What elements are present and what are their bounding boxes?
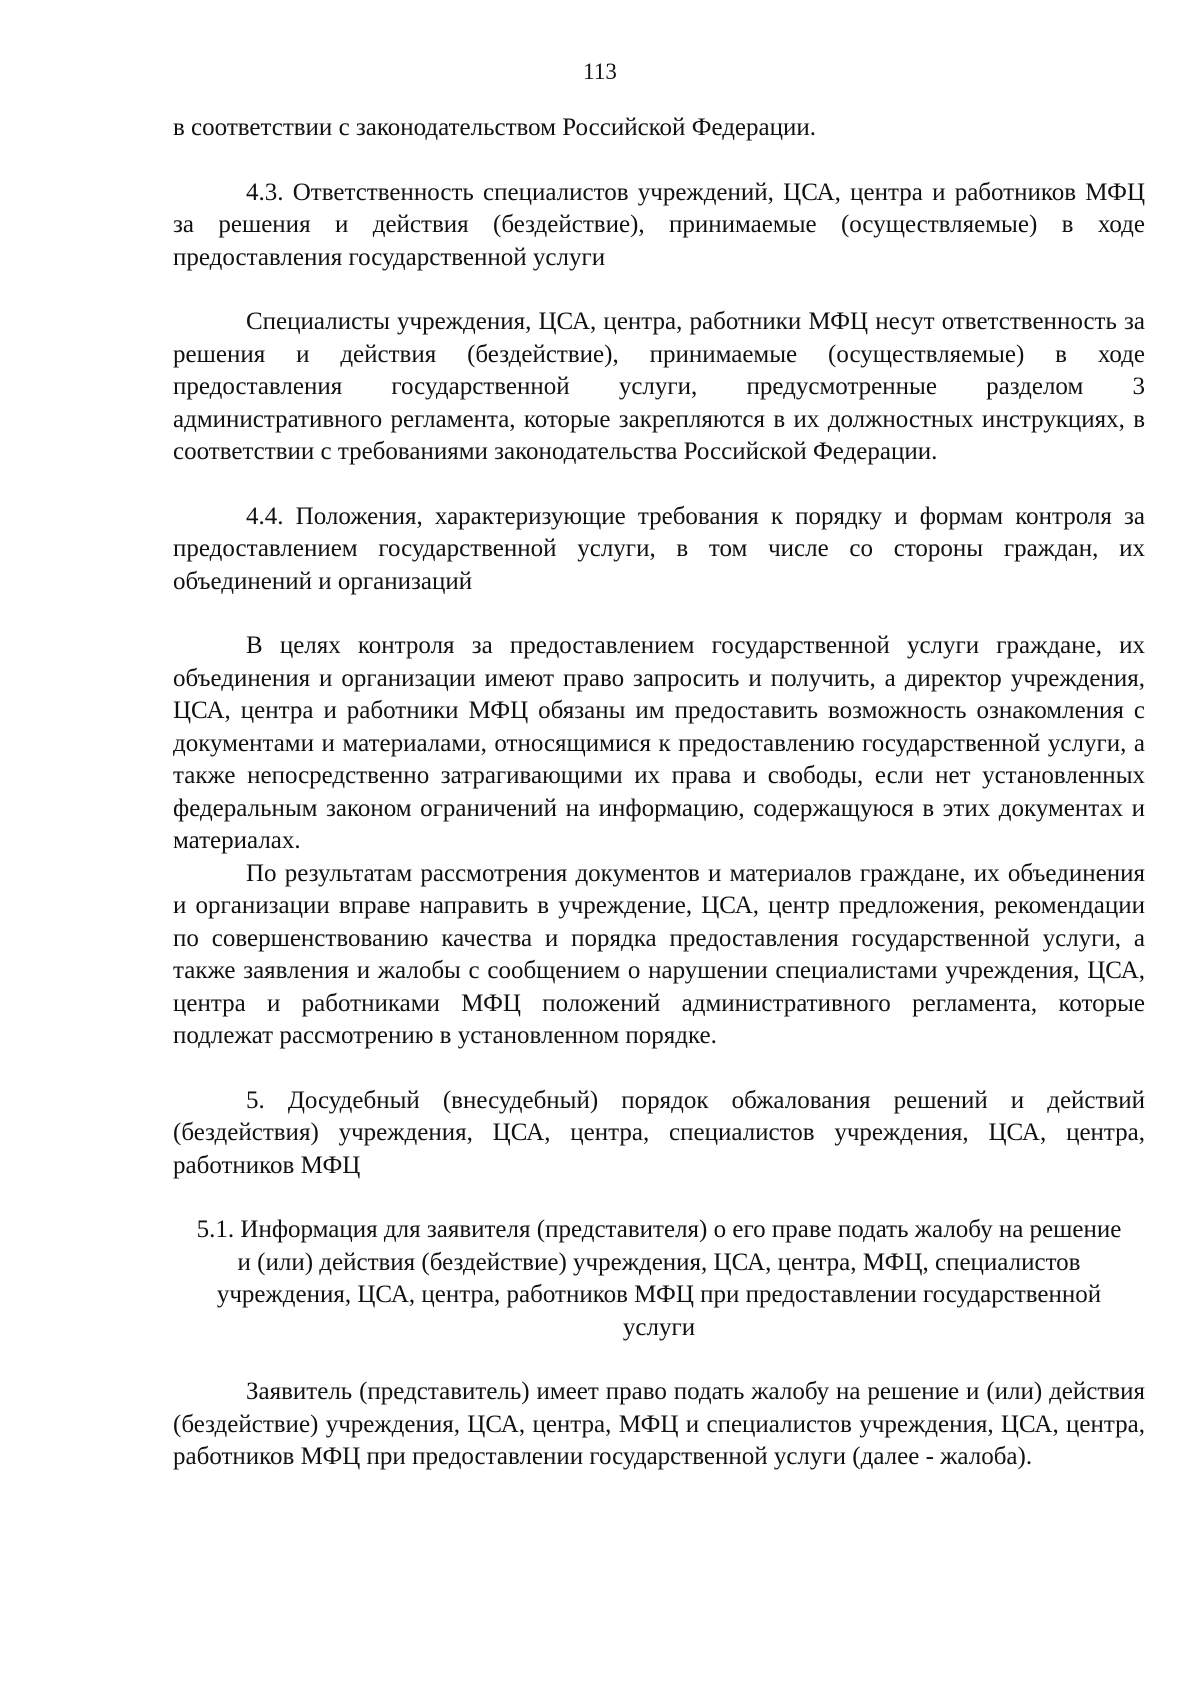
section-heading-5-1: 5.1. Информация для заявителя (представителя) о его праве подать жалобу на решение и (или) действия (бездействие) учреждения, ЦСА, центра, МФЦ, специалистов учреждения, ЦСА, центра, работников МФЦ при предоставлении государственной услуги [196,1216,1122,1341]
page-number: 113 [583,59,617,84]
document-body [173,112,1145,1474]
paragraph-complaint-right: Заявитель (представитель) имеет право подать жалобу на решение и (или) действия (бездействие) учреждения, ЦСА, центра, МФЦ и специалистов учреждения, ЦСА, центра, работников МФЦ при предоставлении государственной услуги (далее - жалоба). [173,1378,1145,1470]
paragraph-review-results: По результатам рассмотрения документов и материалов граждане, их объединения и организации вправе направить в учреждение, ЦСА, центр предложения, рекомендации по совершенствованию качества и порядка предоставления государственной услуги, а также заявления и жалобы с сообщением о нарушении специалистами учреждения, ЦСА, центра и работниками МФЦ положений административного регламента, которые подлежат рассмотрению в установленном порядке. [173,859,1145,1049]
section-heading-4-4: 4.4. Положения, характеризующие требования к порядку и формам контроля за предоставлением государственной услуги, в том числе со стороны граждан, их объединений и организаций [173,502,1145,595]
paragraph-responsibility: Специалисты учреждения, ЦСА, центра, работники МФЦ несут ответственность за решения и действия (бездействие), принимаемые (осуществляемые) в ходе предоставления государственной услуги, предусмотренные разделом 3 административного регламента, которые закрепляются в их должностных инструкциях, в соответствии с требованиями законодательства Российской Федерации. [173,308,1145,465]
paragraph-gap [173,274,1145,306]
paragraph-gap [173,598,1145,630]
section-heading-5: 5. Досудебный (внесудебный) порядок обжалования решений и действий (бездействия) учреждения, ЦСА, центра, специалистов учреждения, ЦСА, центра, работников МФЦ [173,1086,1145,1179]
paragraph-gap [173,1344,1145,1376]
paragraph-gap [173,469,1145,501]
paragraph-gap [173,1182,1145,1214]
paragraph-gap [173,145,1145,177]
paragraph-continuation: в соответствии с законодательством Российской Федерации. [173,114,817,141]
paragraph-gap [173,1053,1145,1085]
paragraph-control-rights: В целях контроля за предоставлением государственной услуги граждане, их объединения и организации имеют право запросить и получить, а директор учреждения, ЦСА, центра и работники МФЦ обязаны им предоставить возможность ознакомления с документами и материалами, относящимися к предоставлению государственной услуги, а также непосредственно затрагивающими их права и свободы, если нет установленных федеральным законом ограничений на информацию, содержащуюся в этих документах и материалах. [173,632,1145,854]
section-heading-4-3: 4.3. Ответственность специалистов учреждений, ЦСА, центра и работников МФЦ за решения и действия (бездействие), принимаемые (осуществляемые) в ходе предоставления государственной услуги [173,178,1145,271]
